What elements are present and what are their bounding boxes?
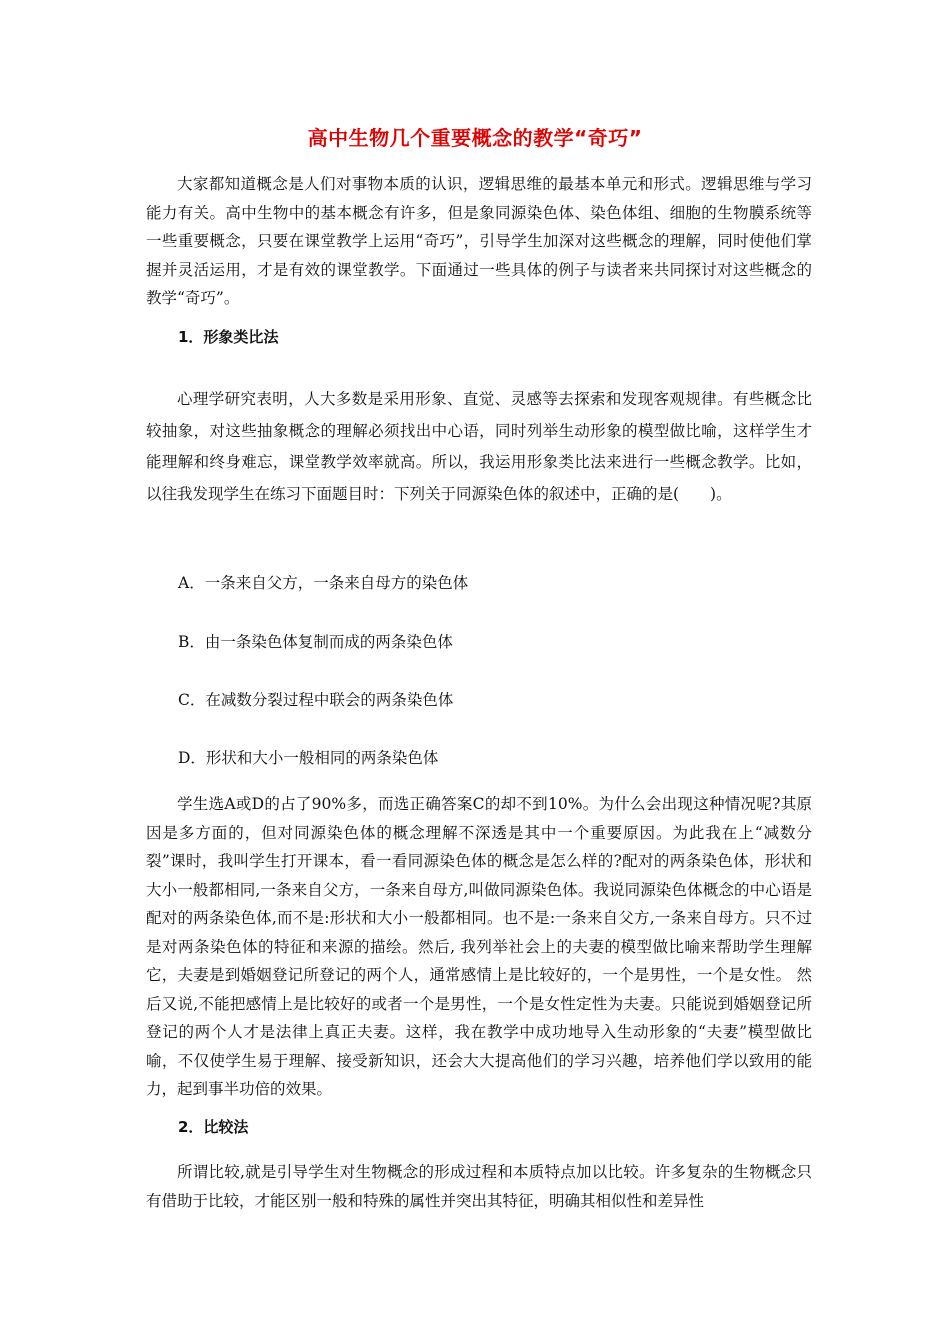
document-title: 高中生物几个重要概念的教学“奇巧”: [307, 126, 643, 150]
section2-heading: 2．比较法: [178, 1118, 249, 1136]
section2-paragraph-1: 所谓比较,就是引导学生对生物概念的形成过程和本质特点加以比较。许多复杂的生物概念只有借助于比较，才能区别一般和特殊的属性并突出其特征，明确其相似性和差异性: [146, 1163, 812, 1210]
section1-paragraph-2: 学生选A或D的占了90%多，而选正确答案C的却不到10%。为什么会出现这种情况呢?其原因是多方面的，但对同源染色体的概念理解不深透是其中一个重要原因。为此我在上“减数分裂”课时，我叫学生打开课本，看一看同源染色体的概念是怎么样的?配对的两条染色体，形状和大小一般都相同,一条来自父方，一条来自母方,叫做同源染色体。我说同源染色体概念的中心语是配对的两条染色体,而不是:形状和大小一般都相同。也不是:一条来自父方,一条来自母方。只不过是对两条染色体的特征和来源的描绘。然后, 我列举社会上的夫妻的模型做比喻来帮助学生理解它，夫妻是到婚姻登记所登记的两个人，通常感情上是比较好的，一个是男性，一个是女性。 然后又说,不能把感情上是比较好的或者一个是男性，一个是女性定性为夫妻。只能说到婚姻登记所登记的两个人才是法律上真正夫妻。这样，我在教学中成功地导入生动形象的“夫妻”模型做比喻，不仅使学生易于理解、接受新知识，还会大大提高他们的学习兴趣，培养他们学以致用的能力，起到事半功倍的效果。: [146, 795, 812, 1098]
option-d: D．形状和大小一般相同的两条染色体: [178, 749, 439, 767]
option-a: A．一条来自父方，一条来自母方的染色体: [178, 574, 469, 592]
section1-paragraph-1: 心理学研究表明，人大多数是采用形象、直觉、灵感等去探索和发现客观规律。有些概念比较抽象，对这些抽象概念的理解必须找出中心语，同时列举生动形象的模型做比喻，这样学生才能理解和终身难忘，课堂教学效率就高。所以，我运用形象类比法来进行一些概念教学。比如，以往我发现学生在练习下面题目时：下列关于同源染色体的叙述中，正确的是( )。: [146, 390, 812, 503]
section1-heading: 1．形象类比法: [178, 328, 279, 346]
intro-paragraph: 大家都知道概念是人们对事物本质的认识，逻辑思维的最基本单元和形式。逻辑思维与学习能力有关。高中生物中的基本概念有许多，但是象同源染色体、染色体组、细胞的生物膜系统等一些重要概念，只要在课堂教学上运用“奇巧”，引导学生加深对这些概念的理解，同时使他们掌握并灵活运用，才是有效的课堂教学。下面通过一些具体的例子与读者来共同探讨对这些概念的教学“奇巧”。: [146, 175, 812, 307]
option-c: C．在减数分裂过程中联会的两条染色体: [178, 691, 454, 709]
option-b: B．由一条染色体复制而成的两条染色体: [178, 633, 453, 651]
